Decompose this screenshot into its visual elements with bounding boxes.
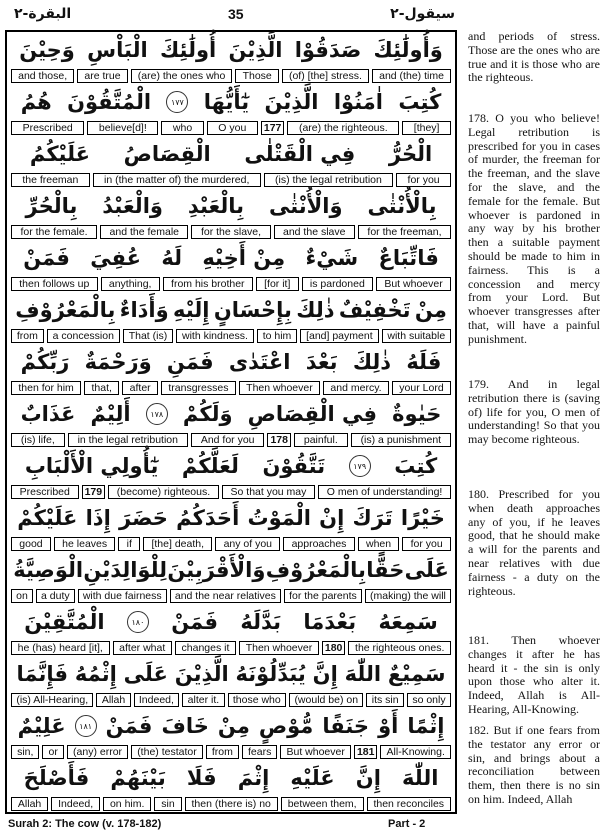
word-translation-cell: so only xyxy=(407,693,451,707)
word-translation-cell: And for you xyxy=(191,433,265,447)
arabic-word: وَلَكُمْ xyxy=(182,402,233,426)
arabic-word: وَحِيْنَ xyxy=(19,38,75,62)
word-translation-cell: is pardoned xyxy=(302,277,373,291)
word-translation-cell: when xyxy=(358,537,400,551)
arabic-word: عَذَابٌ xyxy=(20,402,76,426)
word-translation-cell: in the legal retribution xyxy=(68,433,188,447)
word-translation-cell: approaches xyxy=(283,537,354,551)
arabic-word: الْمُتَّقُوْنَ xyxy=(67,90,152,114)
verse-translation-paragraph: 180. Prescribed for you when death approaches any of you, if he leaves good, that he should make a will for the parents and near relatives with due fairness - a duty on the righteous. xyxy=(468,487,600,598)
arabic-word: الْوَصِيَّةُ xyxy=(13,558,84,582)
arabic-line xyxy=(7,760,455,796)
ayah-number-marker: ١٨١ xyxy=(75,715,97,737)
arabic-word: الْمَوْتُ xyxy=(247,506,311,530)
arabic-word: عَلَيْكُمْ xyxy=(17,506,78,530)
arabic-line xyxy=(7,136,455,172)
page-number: 35 xyxy=(228,6,244,22)
word-translation-cell: But whoever xyxy=(280,745,351,759)
word-translation-cell: sin xyxy=(154,797,181,811)
arabic-word: رَبِّكُمْ xyxy=(20,350,70,374)
ayah-number-marker: ١٧٨ xyxy=(146,403,168,425)
arabic-line xyxy=(7,344,455,380)
arabic-line xyxy=(7,84,455,120)
word-translation-cell: (making) the will xyxy=(365,589,451,603)
verse-row xyxy=(7,136,455,196)
arabic-word: صَدَقُوْا xyxy=(294,38,362,62)
word-translation-cell: (of) [the] stress. xyxy=(282,69,369,83)
arabic-word: عَلَى xyxy=(123,662,168,686)
verse-number-cell: 180 xyxy=(322,641,346,655)
verse-row xyxy=(7,396,455,456)
word-translation-cell: he (has) heard [it], xyxy=(11,641,110,655)
word-translation-cell: a concession xyxy=(47,329,120,343)
word-translation-cell: So that you may xyxy=(222,485,315,499)
word-translation-cell: for you xyxy=(402,537,451,551)
arabic-word: مُّوْصٍ xyxy=(258,714,314,738)
arabic-word: عَلِيْمٌ xyxy=(17,714,66,738)
word-translation-cell: on xyxy=(11,589,33,603)
word-translation-cell: Allah xyxy=(96,693,130,707)
arabic-word: الْبَاْسِ xyxy=(87,38,148,62)
ayah-number-marker: ١٧٩ xyxy=(349,455,371,477)
arabic-word: اٰمَنُوْا xyxy=(333,90,383,114)
verse-translation-paragraph: 182. But if one fears from the testator any error or sin, and brings about a reconciliation between them, then there is no sin on him. Indeed, Allah xyxy=(468,723,600,806)
word-translation-line xyxy=(11,537,451,551)
arabic-word: وَالْعَبْدُ xyxy=(102,194,163,218)
arabic-word: فَلَهُ xyxy=(406,350,442,374)
part-footer: Part - 2 xyxy=(388,818,426,830)
arabic-word: اللّٰهَ xyxy=(344,662,382,686)
arabic-word: شَيْءٌ xyxy=(305,246,359,270)
arabic-word: حَقًّا xyxy=(366,558,405,582)
verse-number-cell: 181 xyxy=(354,745,378,759)
arabic-word: بِالْعَبْدِ xyxy=(187,194,245,218)
word-translation-cell: those who xyxy=(228,693,287,707)
word-translation-cell: then for him xyxy=(11,381,81,395)
word-translation-cell: (are) the ones who xyxy=(131,69,233,83)
word-translation-cell: [they] xyxy=(402,121,451,135)
word-translation-line xyxy=(11,485,451,499)
word-translation-cell: (become) righteous. xyxy=(108,485,219,499)
arabic-word: إِلَيْهِ xyxy=(173,298,210,322)
word-translation-cell: for the slave, xyxy=(191,225,270,239)
word-translation-cell: Allah xyxy=(11,797,48,811)
arabic-word: فِي الْقِصَاصِ xyxy=(247,402,378,426)
arabic-word: بَدَّلَهُ xyxy=(240,610,282,634)
word-translation-line xyxy=(11,745,451,759)
arabic-word: أَلِيْمٌ xyxy=(90,402,131,426)
arabic-line xyxy=(7,500,455,536)
word-translation-cell: or xyxy=(42,745,63,759)
word-translation-cell: and those, xyxy=(11,69,74,83)
verse-row xyxy=(7,292,455,352)
word-translation-cell: with kindness. xyxy=(176,329,254,343)
word-translation-cell: a duty xyxy=(36,589,75,603)
word-translation-cell: who xyxy=(161,121,203,135)
word-translation-cell: and the near relatives xyxy=(170,589,281,603)
word-translation-cell: for the freeman, xyxy=(358,225,451,239)
verse-number-cell: 177 xyxy=(261,121,285,135)
word-translation-cell: then (there is) no xyxy=(185,797,278,811)
word-translation-cell: sin, xyxy=(11,745,39,759)
word-translation-cell: and (the) time xyxy=(372,69,451,83)
word-translation-cell: Prescribed xyxy=(11,121,84,135)
surah-title: البقرة-٢ xyxy=(14,6,72,22)
word-translation-cell: and the female xyxy=(100,225,188,239)
word-translation-cell: with suitable xyxy=(382,329,452,343)
arabic-line xyxy=(7,656,455,692)
word-translation-cell: Those xyxy=(235,69,278,83)
arabic-word: عَلَيْهِ xyxy=(290,766,335,790)
word-translation-cell: then follows up xyxy=(11,277,98,291)
word-translation-line xyxy=(11,121,451,135)
ayah-number-marker: ١٧٧ xyxy=(166,91,188,113)
arabic-word: إِنَّ xyxy=(355,766,381,790)
word-translation-cell: Then whoever xyxy=(239,381,320,395)
arabic-line xyxy=(7,604,455,640)
word-translation-line xyxy=(11,693,451,707)
verse-row xyxy=(7,32,455,92)
word-translation-cell: the freeman xyxy=(11,173,90,187)
word-translation-cell: with due fairness xyxy=(78,589,167,603)
juz-title: سيقول-٢ xyxy=(390,6,455,22)
arabic-word: كُتِبَ xyxy=(394,454,438,478)
verse-row xyxy=(7,188,455,248)
arabic-word: فَأَصْلَحَ xyxy=(23,766,90,790)
word-translation-cell: (is) the legal retribution xyxy=(264,173,393,187)
word-translation-cell: any of you xyxy=(215,537,280,551)
verse-translation-paragraph: 181. Then whoever changes it after he has heard it - the sin is only upon those who alter it. Indeed, Allah is All-Hearing, All-Knowing. xyxy=(468,633,600,716)
word-translation-cell: (any) error xyxy=(67,745,128,759)
word-translation-line xyxy=(11,225,451,239)
arabic-word: اعْتَدٰى xyxy=(228,350,291,374)
arabic-word: الْحُرُّ xyxy=(388,142,433,166)
verse-row xyxy=(7,240,455,300)
arabic-word: فَاتِّبَاعٌ xyxy=(378,246,439,270)
arabic-word: مِنْ أَخِيْهِ xyxy=(202,246,286,270)
word-translation-line xyxy=(11,641,451,655)
arabic-word: بِالْمَعْرُوْفِ xyxy=(15,298,116,322)
word-translation-cell: in (the matter of) the murdered, xyxy=(93,173,261,187)
word-translation-cell: O you xyxy=(207,121,258,135)
arabic-word: اللّٰهَ xyxy=(402,766,439,790)
verse-row xyxy=(7,448,455,508)
word-translation-line xyxy=(11,589,451,603)
word-translation-line xyxy=(11,797,451,811)
arabic-word: يٰٓأَيُّهَا xyxy=(203,90,250,114)
word-translation-cell: Indeed, xyxy=(51,797,100,811)
arabic-word: لَعَلَّكُمْ xyxy=(181,454,239,478)
arabic-word: بِالْأُنْثٰى xyxy=(367,194,437,218)
arabic-line xyxy=(7,32,455,68)
arabic-word: تَتَّقُوْنَ xyxy=(262,454,326,478)
verse-row xyxy=(7,760,455,820)
word-translation-line xyxy=(11,277,451,291)
word-translation-cell: Prescribed xyxy=(11,485,79,499)
arabic-word: فَمَنِ xyxy=(166,350,214,374)
word-translation-line xyxy=(11,381,451,395)
word-translation-cell: to him xyxy=(257,329,297,343)
arabic-word: تَرَكَ xyxy=(352,506,393,530)
word-translation-cell: alter it. xyxy=(182,693,224,707)
arabic-word: فَمَنْ xyxy=(105,714,153,738)
word-translation-cell: for the parents xyxy=(284,589,362,603)
word-translation-cell: Indeed, xyxy=(134,693,180,707)
arabic-word: إِنَّ xyxy=(312,662,338,686)
arabic-line xyxy=(7,292,455,328)
arabic-word: الَّذِيْنَ xyxy=(174,662,229,686)
verse-number-cell: 178 xyxy=(267,433,291,447)
arabic-word: ذٰلِكَ xyxy=(296,298,335,322)
arabic-word: لِلْوَالِدَيْنِ xyxy=(83,558,168,582)
verse-row xyxy=(7,708,455,768)
word-translation-line xyxy=(11,173,451,187)
word-translation-cell: are true xyxy=(77,69,127,83)
arabic-line xyxy=(7,188,455,224)
arabic-word: يٰٓأُولِي الْأَلْبَابِ xyxy=(24,454,159,478)
word-translation-cell: [and] payment xyxy=(300,329,378,343)
verse-row xyxy=(7,344,455,404)
arabic-word: تَخْفِيْفٌ xyxy=(338,298,411,322)
arabic-word: مِنْ xyxy=(217,714,250,738)
word-translation-cell: Then whoever xyxy=(239,641,319,655)
arabic-word: إِثْمُهُ xyxy=(74,662,117,686)
arabic-word: فَمَنْ xyxy=(23,246,70,270)
verse-row xyxy=(7,500,455,560)
word-translation-cell: and the slave xyxy=(274,225,355,239)
word-translation-cell: from his brother xyxy=(163,277,253,291)
arabic-word: لَهُ xyxy=(161,246,182,270)
arabic-word: أُولَٰئِكَ xyxy=(159,38,217,62)
arabic-word: يُبَدِّلُوْنَهُ xyxy=(235,662,306,686)
word-translation-cell: from xyxy=(11,329,44,343)
word-translation-cell: believe[d]! xyxy=(87,121,158,135)
arabic-word: وَالْأُنْثٰى xyxy=(268,194,343,218)
word-translation-cell: between them, xyxy=(281,797,364,811)
arabic-line xyxy=(7,708,455,744)
arabic-word: خَيْرًا xyxy=(400,506,445,530)
word-translation-cell: on him. xyxy=(103,797,151,811)
arabic-word: أَوْ xyxy=(378,714,399,738)
arabic-line xyxy=(7,396,455,432)
word-translation-cell: fears xyxy=(242,745,277,759)
arabic-word: فِي الْقَتْلٰى xyxy=(244,142,356,166)
arabic-word: أَحَدَكُمُ xyxy=(176,506,240,530)
arabic-line xyxy=(7,552,455,588)
arabic-line xyxy=(7,448,455,484)
word-translation-line xyxy=(11,433,451,447)
word-translation-cell: (the) testator xyxy=(131,745,203,759)
arabic-word: كُتِبَ xyxy=(398,90,442,114)
word-translation-cell: your Lord xyxy=(392,381,451,395)
word-translation-cell: (are) the righteous. xyxy=(287,121,399,135)
arabic-word: إِذَا xyxy=(85,506,111,530)
arabic-word: جَنَفًا xyxy=(322,714,370,738)
arabic-word: وَأَدَاءٌ xyxy=(119,298,169,322)
word-translation-cell: [for it] xyxy=(256,277,299,291)
word-translation-cell: (is) life, xyxy=(11,433,65,447)
arabic-word: عَلَيْكُمُ xyxy=(29,142,91,166)
word-translation-line xyxy=(11,69,451,83)
verse-translation-paragraph: and periods of stress. Those are the ones who are true and it is those who are the righteous. xyxy=(468,29,600,85)
word-translation-cell: changes it xyxy=(175,641,236,655)
arabic-word: سَمِيْعٌ xyxy=(387,662,446,686)
verse-translation-paragraph: 179. And in legal retribution there is (saving of) life for you, O men of understanding! So that you may become righteous. xyxy=(468,377,600,447)
arabic-word: ذٰلِكَ xyxy=(352,350,392,374)
verse-row xyxy=(7,604,455,664)
arabic-word: سَمِعَهُ xyxy=(378,610,438,634)
word-translation-line xyxy=(11,329,451,343)
arabic-word: الْمُتَّقِيْنَ xyxy=(24,610,105,634)
arabic-word: عَلَى xyxy=(404,558,449,582)
arabic-word: إِثْمَ xyxy=(237,766,270,790)
word-translation-cell: anything, xyxy=(101,277,160,291)
arabic-word: الَّذِيْنَ xyxy=(264,90,319,114)
word-translation-cell: after xyxy=(122,381,158,395)
ayah-number-marker: ١٨٠ xyxy=(127,611,149,633)
word-translation-cell: for the female. xyxy=(11,225,97,239)
verse-row xyxy=(7,84,455,144)
verse-number-cell: 179 xyxy=(82,485,106,499)
quran-text-panel xyxy=(5,30,457,814)
arabic-word: بِإِحْسَانٍ xyxy=(213,298,292,322)
word-translation-cell: painful. xyxy=(294,433,348,447)
word-translation-cell: the righteous ones. xyxy=(348,641,451,655)
word-translation-cell: from xyxy=(206,745,239,759)
word-translation-cell: after what xyxy=(113,641,172,655)
word-translation-cell: if xyxy=(118,537,140,551)
arabic-word: مِنْ xyxy=(414,298,447,322)
arabic-word: بِالْمَعْرُوْفِ xyxy=(265,558,366,582)
arabic-line xyxy=(7,240,455,276)
arabic-word: فَمَنْ xyxy=(171,610,219,634)
page-header xyxy=(0,0,605,30)
word-translation-cell: O men of understanding! xyxy=(318,485,451,499)
word-translation-cell: (is) All-Hearing, xyxy=(11,693,93,707)
arabic-word: فَإِنَّمَا xyxy=(16,662,69,686)
arabic-word: حَيٰوةٌ xyxy=(392,402,442,426)
arabic-word: خَافَ xyxy=(161,714,209,738)
arabic-word: بَعْدَمَا xyxy=(303,610,357,634)
word-translation-cell: that, xyxy=(84,381,119,395)
word-translation-cell: transgresses xyxy=(161,381,236,395)
arabic-word: بَعْدَ xyxy=(305,350,338,374)
arabic-word: وَأُولَٰئِكَ xyxy=(373,38,443,62)
verse-row xyxy=(7,656,455,716)
verse-row xyxy=(7,552,455,612)
arabic-word: الْقِصَاصُ xyxy=(123,142,211,166)
word-translation-cell: But whoever xyxy=(376,277,451,291)
arabic-word: حَضَرَ xyxy=(119,506,168,530)
word-translation-cell: he leaves xyxy=(54,537,116,551)
arabic-word: وَالْأَقْرَبِيْنَ xyxy=(167,558,266,582)
arabic-word: هُمُ xyxy=(20,90,52,114)
word-translation-cell: All-Knowing. xyxy=(380,745,451,759)
word-translation-cell: good xyxy=(11,537,51,551)
word-translation-cell: [the] death, xyxy=(143,537,212,551)
word-translation-cell: (would be) on xyxy=(289,693,363,707)
arabic-word: بَيْنَهُمْ xyxy=(110,766,166,790)
arabic-word: إِثْمًا xyxy=(407,714,445,738)
word-translation-cell: its sin xyxy=(366,693,404,707)
word-translation-cell: (is) a punishment xyxy=(351,433,451,447)
word-translation-cell: and mercy. xyxy=(323,381,389,395)
arabic-word: إِنْ xyxy=(319,506,345,530)
word-translation-cell: then reconciles xyxy=(367,797,451,811)
arabic-word: وَرَحْمَةٌ xyxy=(84,350,152,374)
arabic-word: عُفِيَ xyxy=(90,246,141,270)
arabic-word: الَّذِيْنَ xyxy=(228,38,283,62)
word-translation-cell: for you xyxy=(396,173,451,187)
word-translation-cell: That (is) xyxy=(123,329,173,343)
verse-translation-paragraph: 178. O you who believe! Legal retribution is prescribed for you in cases of murder, the freeman for the freeman, and the slave for the slave, and the female for the female. But whoever is pardoned in any way by his brother then a suitable payment should be made to him in fairness. This is a concession and mercy from your Lord. But whoever transgresses after that, will have a painful punishment. xyxy=(468,111,600,346)
surah-footer: Surah 2: The cow (v. 178-182) xyxy=(8,818,162,830)
arabic-word: بِالْحُرِّ xyxy=(25,194,78,218)
arabic-word: فَلَا xyxy=(186,766,217,790)
